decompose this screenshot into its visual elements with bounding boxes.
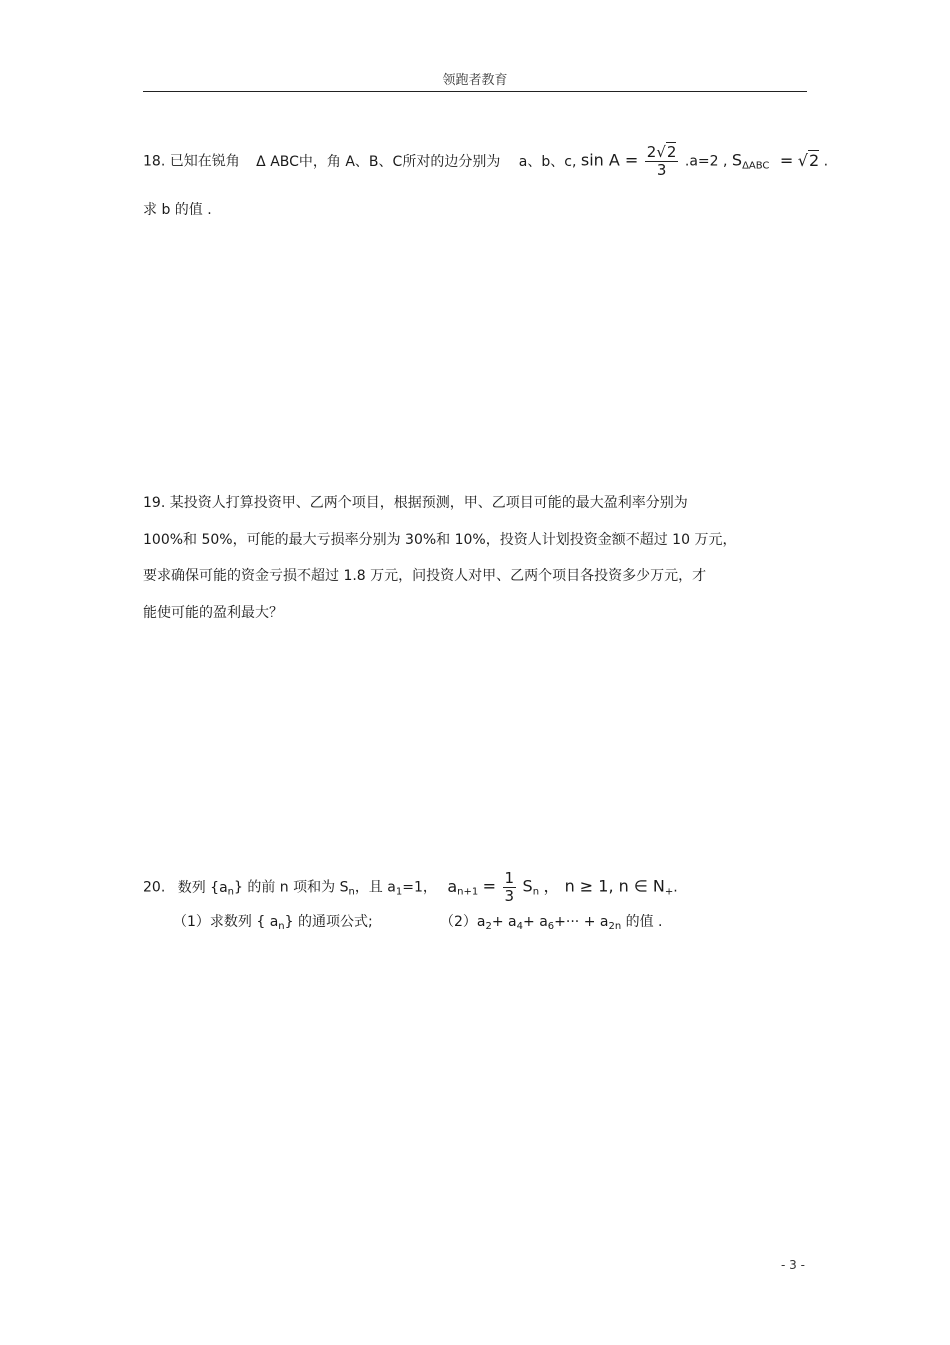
q20-sub-1: 1 [395,886,403,898]
q20-part2-b: + a [491,914,517,930]
q18-line-2: 求 b 的值 . [143,202,212,218]
q20-condition: ， n ≥ 1, n ∈ N [543,876,665,896]
q20-text-c: ，且 a [354,879,396,896]
q20-part2-sub2: 2 [485,921,492,932]
q20-sub-plus: + [664,886,674,898]
q18-text-a: 已知在锐角 [169,153,240,170]
q20-period: . [673,879,678,896]
q20-number: 20. [143,879,166,896]
q18-side-a: .a=2 , [684,153,728,170]
q20-part2-sub2n: 2n [608,921,622,932]
q18-frac-radicand: 2 [666,143,677,161]
q20-part2-sub6: 6 [547,921,555,932]
q20-part2-sub4: 4 [516,921,524,932]
q20-part2-e: 的值 . [621,914,663,930]
question-18 [143,144,828,179]
q18-triangle-text: Δ ABC中，角 A、B、C所对的边分别为 [256,153,501,170]
q19-line-4: 能使可能的盈利最大？ [143,605,283,621]
q20-sub-n: n [227,886,234,898]
q20-text-a: 数列 {a [177,879,228,896]
q18-area-s: S [731,150,743,170]
header-divider [143,91,807,92]
q18-period: . [823,153,829,170]
q20-part1-sub: n [278,921,285,932]
header-title: 领跑者教育 [442,73,508,88]
q20-part2-a: （2）a [440,914,486,930]
q18-area-sub: ΔABC [742,160,770,172]
q19-line-3: 要求确保可能的资金亏损不超过 1.8 万元，问投资人对甲、乙两个项目各投资多少万元，才 [143,568,707,584]
q18-frac-den: 3 [656,161,667,179]
q18-number: 18. [143,153,166,170]
q20-sub-next: n+1 [457,886,479,898]
q20-text-d: =1， [402,879,437,896]
q20-sub-sn-sum: n [348,886,355,898]
q19-line-1: 19. 某投资人打算投资甲、乙两个项目，根据预测，甲、乙项目可能的最大盈利率分别为 [143,495,688,511]
page-number: - 3 - [781,1258,805,1272]
q18-frac-coef: 2 [646,143,657,161]
q20-part1-b: } 的通项公式; [284,914,373,930]
q18-area-radicand: 2 [808,150,820,170]
question-20 [143,870,678,905]
q20-fraction [503,870,517,905]
q20-a-next: a [447,876,458,896]
q18-sina-label: sin A = [580,150,639,170]
q18-sides: a、b、c, [518,153,577,170]
q20-part-2 [440,912,663,937]
q20-sub-sn: n [532,886,540,898]
q20-part-1 [173,912,373,937]
q20-part2-d: +··· + a [554,914,609,930]
q20-part2-c: + a [523,914,548,930]
q20-frac-den: 3 [504,887,515,905]
q18-area-eq: = [779,150,794,170]
q20-frac-num: 1 [504,869,515,887]
q19-line-2: 100%和 50%，可能的最大亏损率分别为 30%和 10%，投资人计划投资金额不超过 10 万元， [143,532,737,548]
q18-area-sqrt: √2 [797,150,820,170]
q20-part1-a: （1）求数列 { a [173,914,279,930]
q20-s-n: S [522,876,533,896]
q18-sina-fraction: $\frac{2√2}{3}$ [646,143,677,179]
q20-text-b: } 的前 n 项和为 S [234,879,349,896]
q20-eq: = [482,876,497,896]
